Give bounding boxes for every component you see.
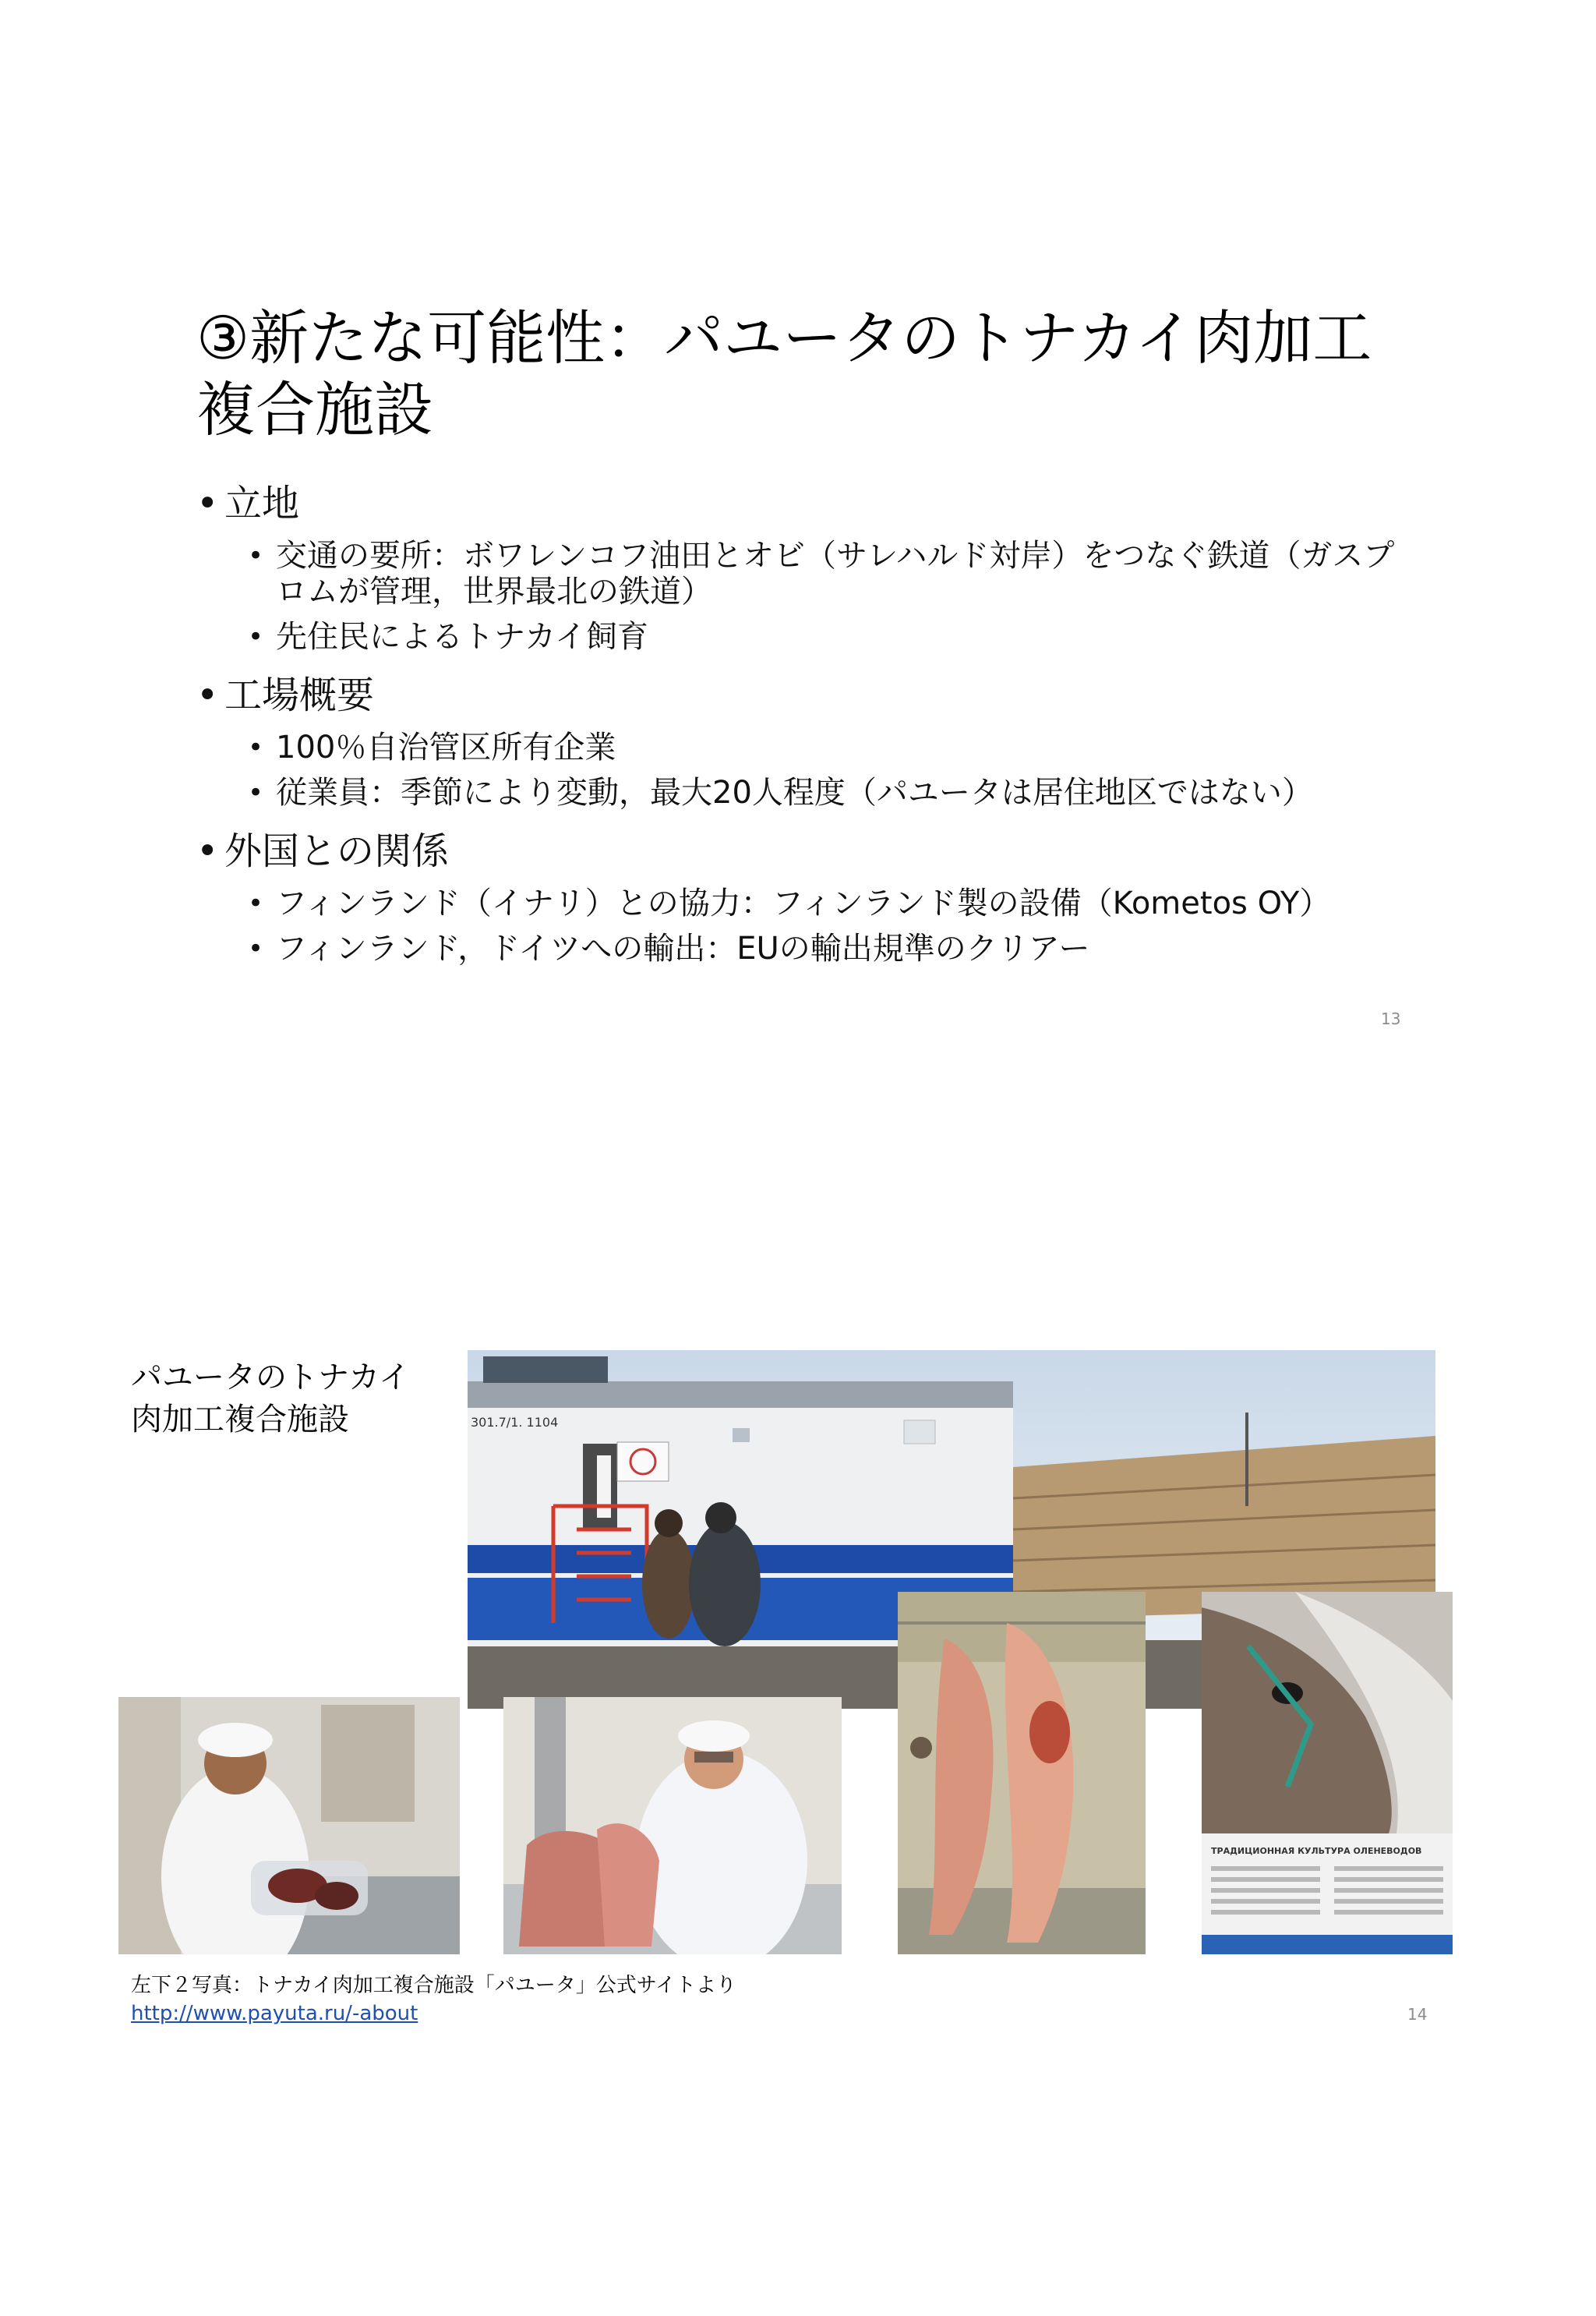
- bullet-location: • 立地: [196, 479, 1412, 529]
- bullet-factory-overview: • 工場概要: [196, 670, 1412, 720]
- worker-packaging-photo: [118, 1697, 460, 1954]
- poster-heading: ТРАДИЦИОННАЯ КУЛЬТУРА ОЛЕНЕВОДОВ: [1211, 1846, 1422, 1856]
- hanging-carcasses-photo: [898, 1592, 1146, 1954]
- reindeer-poster-photo: [1202, 1592, 1453, 1954]
- sub-bullet-ownership: • 100％自治管区所有企業: [196, 730, 1412, 766]
- slide-14: [0, 1278, 1596, 2058]
- sub-bullet-employees: • 従業員：季節により変動，最大20人程度（パユータは居住地区ではない）: [196, 775, 1412, 811]
- slide-title: [196, 302, 1412, 446]
- title-line-1: ③新たな可能性：パユータのトナカイ肉加工: [196, 303, 1372, 373]
- title-line-2: 複合施設: [196, 375, 433, 444]
- worker-cutting-photo: [503, 1697, 842, 1954]
- building-sign: 301.7/1. 1104: [471, 1415, 559, 1430]
- bullet-list: [196, 466, 1412, 967]
- bullet-foreign-relations: • 外国との関係: [196, 826, 1412, 876]
- sub-bullet-herding: • 先住民によるトナカイ飼育: [196, 619, 1412, 655]
- caption-line-2: 肉加工複合施設: [131, 1402, 349, 1437]
- sub-bullet-export: • フィンランド，ドイツへの輸出：EUの輸出規準のクリアー: [196, 931, 1412, 967]
- caption-line-1: パユータのトナカイ: [131, 1360, 410, 1395]
- sub-bullet-finland-cooperation: • フィンランド（イナリ）との協力：フィンランド製の設備（Kometos OY）: [196, 886, 1412, 921]
- source-link[interactable]: http://www.payuta.ru/-about: [131, 2002, 418, 2025]
- sub-bullet-transport: • 交通の要所：ボワレンコフ油田とオビ（サレハルド対岸）をつなぐ鉄道（ガスプロムが管理，世界最北の鉄道）: [196, 538, 1412, 610]
- page-number: 13: [1381, 1009, 1401, 1028]
- page-number: 14: [1407, 2005, 1428, 2024]
- photo-caption: [131, 1356, 410, 1441]
- slide-13: [0, 0, 1596, 1076]
- photo-credit: 左下２写真：トナカイ肉加工複合施設「パユータ」公式サイトより: [131, 1974, 736, 1997]
